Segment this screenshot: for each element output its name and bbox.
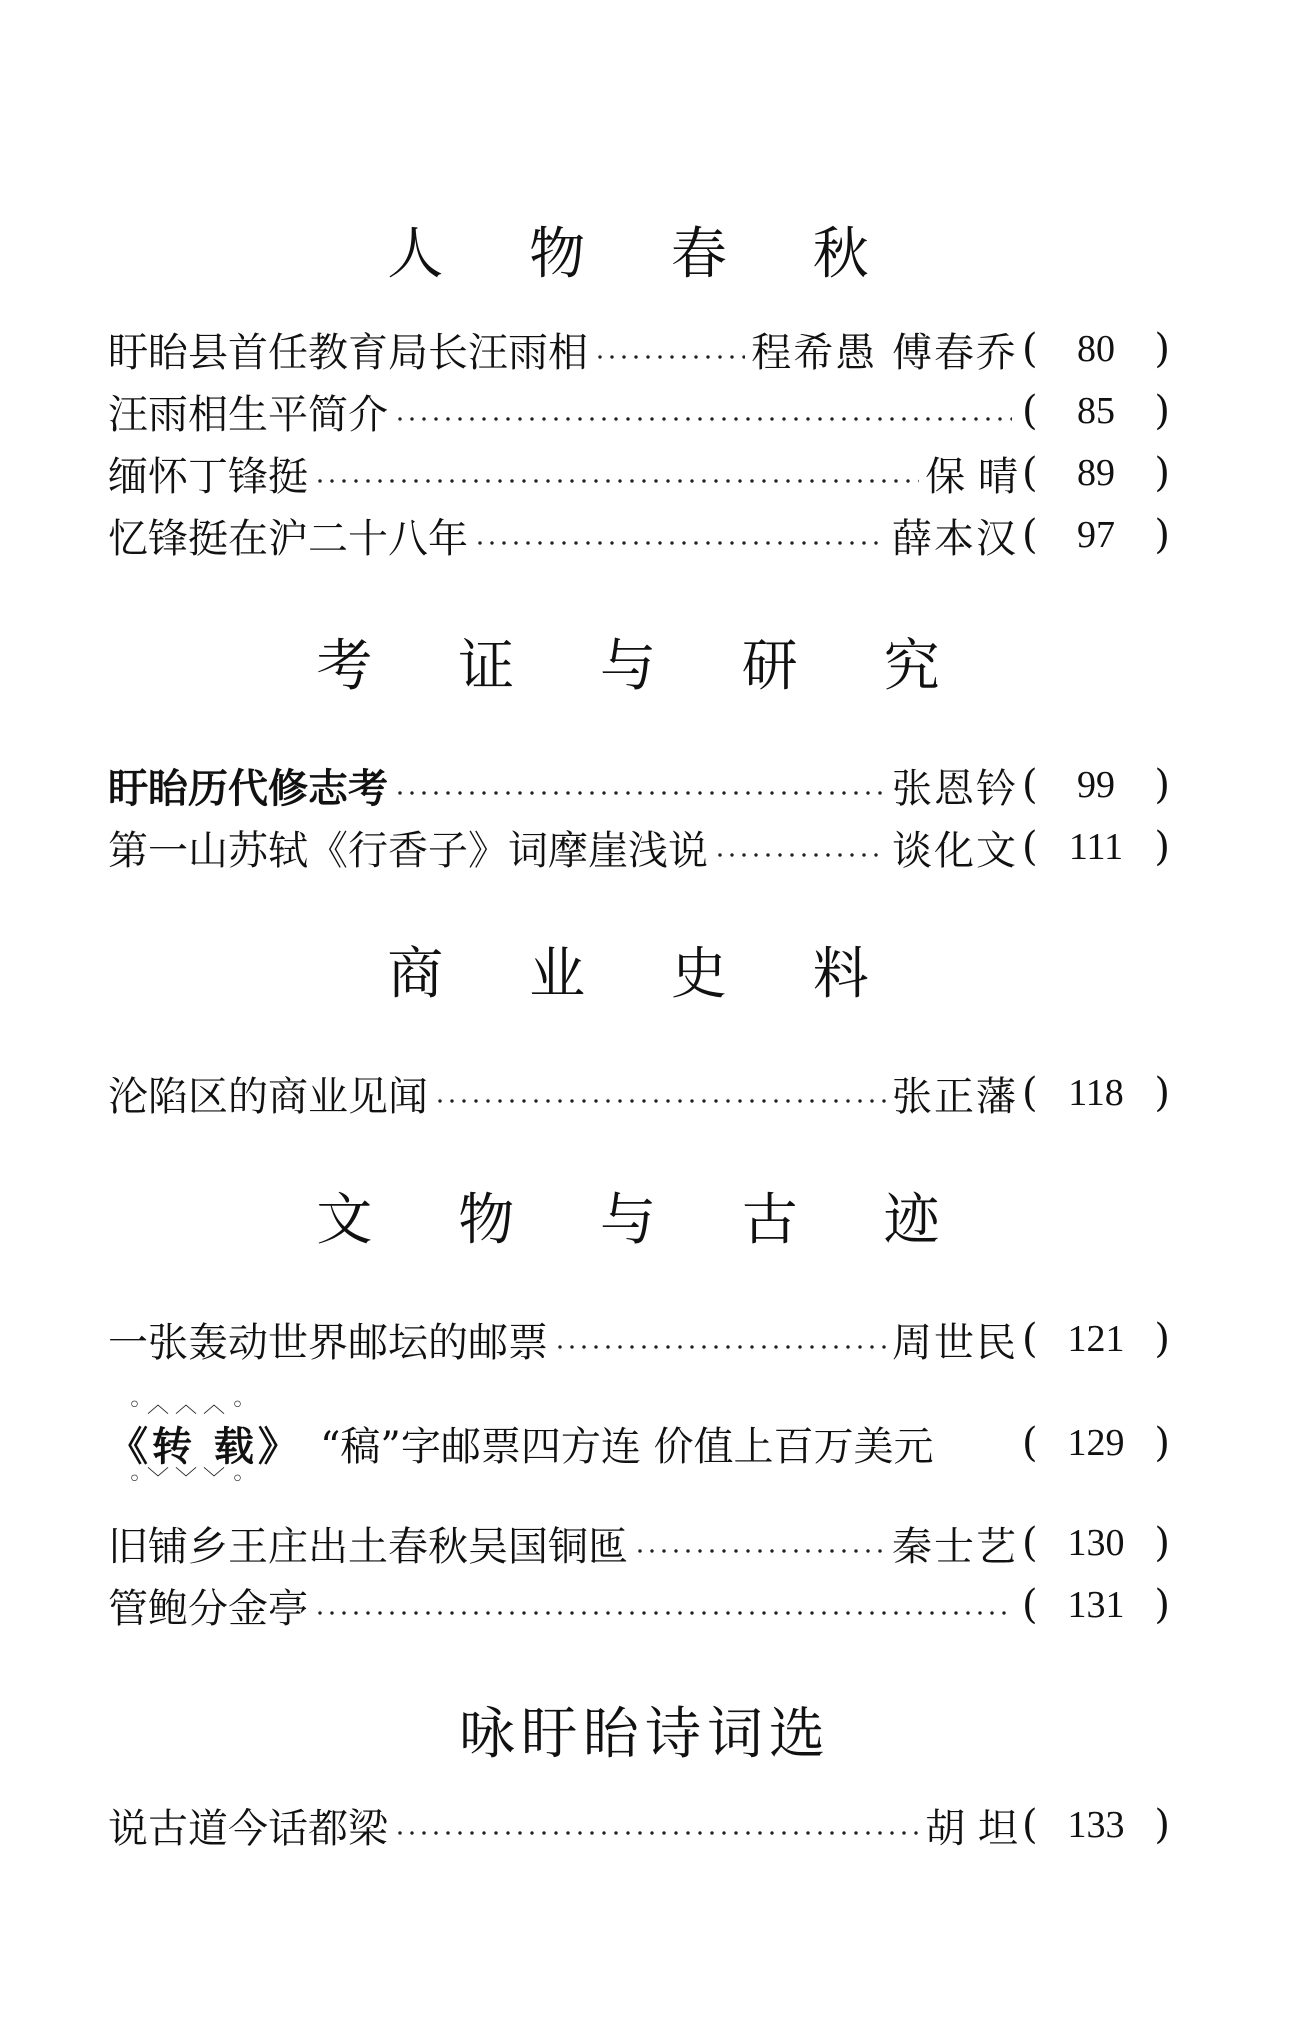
entry-title: 旧铺乡王庄出土春秋吴国铜匜: [108, 1523, 628, 1570]
dot-leader: [394, 1831, 919, 1835]
entry-page: ( 130 ): [1022, 1520, 1170, 1566]
entry-title: 盱眙历代修志考: [108, 764, 388, 812]
dot-leader: [314, 479, 919, 483]
entry-author: 程希愚 傅春乔: [751, 329, 1018, 376]
page-number: 133: [1067, 1804, 1125, 1846]
dot-leader: [474, 541, 886, 545]
toc-entry[interactable]: [108, 756, 1170, 814]
reprint-tag: 《转 载》: [108, 1422, 302, 1470]
entry-page: ( 99 ): [1022, 762, 1170, 808]
entry-page: ( 118 ): [1022, 1070, 1170, 1116]
page-number: 129: [1067, 1422, 1125, 1464]
toc-entry[interactable]: [108, 1576, 1170, 1634]
page-number: 80: [1077, 328, 1115, 370]
toc-entry[interactable]: [108, 1796, 1170, 1854]
entry-title: “稿”字邮票四方连 价值上百万美元: [319, 1423, 934, 1470]
entry-author: 张正藩: [892, 1073, 1018, 1120]
entry-author: 秦士艺: [892, 1523, 1018, 1570]
entry-title: 管鲍分金亭: [108, 1585, 308, 1632]
entry-title: 说古道今话都梁: [108, 1805, 388, 1852]
page-number: 97: [1077, 514, 1115, 556]
page-number: 89: [1077, 452, 1115, 494]
entry-title: 一张轰动世界邮坛的邮票: [108, 1319, 548, 1366]
toc-entry[interactable]: [108, 1514, 1170, 1572]
page-number: 130: [1067, 1522, 1125, 1564]
toc-entry[interactable]: [108, 444, 1170, 502]
page-number: 111: [1068, 826, 1124, 868]
entry-author: 张恩钤: [892, 765, 1018, 812]
entry-page: ( 85 ): [1022, 388, 1170, 434]
decorative-border-bottom: ◦﹀﹀﹀◦: [128, 1467, 250, 1492]
entry-author: 保 晴: [925, 453, 1018, 500]
entry-author: 周世民: [892, 1319, 1018, 1366]
entry-page: ( 121 ): [1022, 1316, 1170, 1362]
section-title-relics: 文 物 与 古 迹: [316, 1188, 974, 1253]
section-title-commerce: 商 业 史 料: [387, 942, 903, 1007]
dot-leader: [394, 791, 886, 795]
dot-leader: [434, 1099, 886, 1103]
dot-leader: [394, 417, 1012, 421]
section-title-poems: 咏盱眙诗词选: [459, 1702, 831, 1767]
entry-title: 第一山苏轼《行香子》词摩崖浅说: [108, 827, 708, 874]
toc-entry[interactable]: [108, 506, 1170, 564]
toc-entry[interactable]: [108, 1064, 1170, 1122]
entry-page: ( 131 ): [1022, 1582, 1170, 1628]
section-title-research: 考 证 与 研 究: [316, 634, 974, 699]
toc-entry[interactable]: [108, 1310, 1170, 1368]
decorative-border-top: ◦︿︿︿◦: [128, 1393, 250, 1418]
page-number: 99: [1077, 764, 1115, 806]
toc-entry[interactable]: [108, 818, 1170, 876]
page-number: 121: [1067, 1318, 1125, 1360]
dot-leader: [594, 355, 745, 359]
page-number: 85: [1077, 390, 1115, 432]
reprint-entry[interactable]: [108, 1388, 1170, 1492]
entry-author: 胡 坦: [925, 1805, 1018, 1852]
entry-page: ( 89 ): [1022, 450, 1170, 496]
entry-author: 谈化文: [892, 827, 1018, 874]
entry-title: 忆锋挺在沪二十八年: [108, 515, 468, 562]
entry-page: ( 111 ): [1022, 824, 1170, 870]
toc-entry[interactable]: [108, 382, 1170, 440]
dot-leader: [714, 853, 886, 857]
entry-page: ( 97 ): [1022, 512, 1170, 558]
entry-page: ( 133 ): [1022, 1802, 1170, 1848]
toc-entry[interactable]: [108, 320, 1170, 378]
entry-page: ( 129 ): [1022, 1420, 1170, 1466]
entry-title: 盱眙县首任教育局长汪雨相: [108, 329, 588, 376]
section-title-people: 人 物 春 秋: [387, 222, 903, 287]
dot-leader: [554, 1345, 886, 1349]
dot-leader: [314, 1611, 1012, 1615]
entry-page: ( 80 ): [1022, 326, 1170, 372]
page-number: 118: [1068, 1072, 1124, 1114]
entry-title: 沦陷区的商业见闻: [108, 1073, 428, 1120]
page-number: 131: [1067, 1584, 1125, 1626]
entry-title: 缅怀丁锋挺: [108, 453, 308, 500]
entry-title: 汪雨相生平简介: [108, 391, 388, 438]
dot-leader: [634, 1549, 886, 1553]
entry-author: 薛本汉: [892, 515, 1018, 562]
